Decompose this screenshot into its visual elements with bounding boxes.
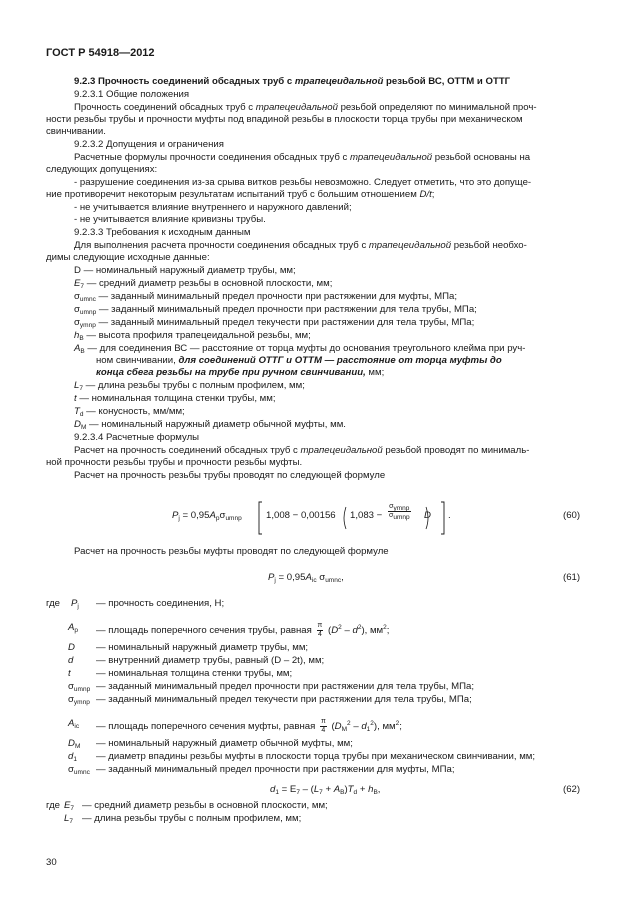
where-item: — номинальный наружный диаметр трубы, мм;	[96, 642, 309, 653]
symbol: $d_1$	[68, 751, 77, 763]
definition-line: $L_7$ — длина резьбы трубы с полным профилем, мм;	[74, 380, 305, 392]
section-title: 9.2.3 Прочность соединений обсадных труб с трапецеидальной резьбой ВС, ОТТМ и ОТТГ	[74, 76, 511, 87]
equation-60-period: .	[448, 510, 451, 521]
bullet-line: - разрушение соединения из-за срыва витков резьбы невозможно. Следует отметить, что это допуще-	[74, 177, 532, 188]
where-item: — заданный минимальный предел текучести при растяжении для тела трубы, МПа;	[96, 694, 472, 705]
symbol: $A_{ic}$	[68, 718, 80, 730]
paragraph-line: следующих допущениях:	[46, 164, 158, 175]
where-item: — площадь поперечного сечения трубы, равная $\frac{\pi}{4}$ $(D^2 - d^2)$, $мм^2$;	[96, 622, 390, 638]
where-label: где	[46, 800, 61, 811]
symbol: $\sigma_{umnp}$	[68, 681, 91, 693]
symbol: $A_p$	[68, 622, 79, 634]
paragraph-line: ности резьбы трубы и прочности муфты под впадиной резьбы в плоскости торца трубы при механическом	[46, 114, 523, 125]
definition-line: t — номинальная толщина стенки трубы, мм;	[74, 393, 276, 404]
equation-60: $P_j = 0,95A_p\sigma_{umnp}$	[172, 510, 242, 522]
paragraph-line: Расчет на прочность резьбы муфты проводят по следующей формуле	[74, 546, 389, 557]
equation-62: $d_1 = E_7 - (L_7 + A_B)T_d + h_B$,	[270, 784, 381, 796]
definition-line: $\sigma_{ymnp}$ — заданный минимальный предел текучести при растяжении для тела трубы, МПа;	[74, 317, 475, 329]
where-item: — номинальный наружный диаметр обычной муфты, мм;	[96, 738, 353, 749]
equation-60-fraction: $\frac{\sigma_{ymnp}}{\sigma_{umnp}}$	[389, 503, 410, 521]
where-item: — заданный минимальный предел прочности при растяжении для тела трубы, МПа;	[96, 681, 474, 692]
equation-60-body: 1,008 − 0,00156	[266, 510, 336, 521]
symbol: d	[68, 655, 74, 666]
equation-60-d: D	[424, 510, 431, 521]
document-header: ГОСТ Р 54918—2012	[46, 47, 155, 59]
equation-62-number: (62)	[563, 784, 581, 795]
where-item: — средний диаметр резьбы в основной плоскости, мм;	[82, 800, 328, 811]
subsection-heading: 9.2.3.2 Допущения и ограничения	[74, 139, 224, 150]
where-item: — прочность соединения, Н;	[96, 598, 225, 609]
definition-line: ном свинчивании, для соединений ОТТГ и ОТТМ — расстояние от торца муфты до	[96, 355, 502, 366]
where-item: — длина резьбы трубы с полным профилем, мм;	[82, 813, 302, 824]
equation-61: $P_j = 0,95A_{ic}$ $\sigma_{umnc}$,	[268, 572, 344, 584]
bullet-line: - не учитывается влияние внутреннего и наружного давлений;	[74, 202, 352, 213]
definition-line: $E_7$ — средний диаметр резьбы в основной плоскости, мм;	[74, 278, 333, 290]
paragraph-line: ной прочности резьбы трубы и прочности резьбы муфты.	[46, 457, 303, 468]
where-item: — заданный минимальный предел прочности при растяжении для муфты, МПа;	[96, 764, 455, 775]
paragraph-line: димы следующие исходные данные:	[46, 252, 210, 263]
symbol: $E_7$	[64, 800, 75, 812]
paragraph-line: Для выполнения расчета прочности соединения обсадных труб с трапецеидальной резьбой необхо-	[74, 240, 527, 251]
page-number: 30	[46, 857, 57, 868]
where-item: — площадь поперечного сечения муфты, равная $\frac{\pi}{4}$ $(D_M^2 - d_1^2)$, $мм^2$;	[96, 718, 402, 734]
definition-line: $\sigma_{umnc}$ — заданный минимальный предел прочности при растяжении для муфты, МПа;	[74, 291, 458, 303]
symbol: $D_M$	[68, 738, 81, 750]
paragraph-line: Прочность соединений обсадных труб с трапецеидальной резьбой определяют по минимальной проч-	[74, 102, 537, 113]
paragraph-line: Расчет на прочность соединений обсадных труб с трапецеидальной резьбой проводят по минималь-	[74, 445, 530, 456]
symbol: $L_7$	[64, 813, 73, 825]
equation-61-number: (61)	[563, 572, 581, 583]
definition-line: $D_M$ — номинальный наружный диаметр обычной муфты, мм.	[74, 419, 346, 431]
equation-60-number: (60)	[563, 510, 581, 521]
where-item: — диаметр впадины резьбы муфты в плоскости торца трубы при механическом свинчивании, мм;	[96, 751, 536, 762]
equation-60-term: 1,083 −	[350, 510, 383, 521]
symbol: $P_j$	[71, 598, 79, 610]
symbol: D	[68, 642, 75, 653]
definition-line: D — номинальный наружный диаметр трубы, мм;	[74, 265, 296, 276]
definition-line: $h_B$ — высота профиля трапецеидальной резьбы, мм;	[74, 330, 311, 342]
symbol: $\sigma_{umnc}$	[68, 764, 90, 776]
bullet-line: - не учитывается влияние кривизны трубы.	[74, 214, 266, 225]
definition-line: $A_B$ — для соединения ВС — расстояние от торца муфты до основания треугольного клейма при руч-	[74, 343, 526, 355]
symbol: t	[68, 668, 71, 679]
where-label: где	[46, 598, 61, 609]
subsection-heading: 9.2.3.4 Расчетные формулы	[74, 432, 200, 443]
definition-line: $T_d$ — конусность, мм/мм;	[74, 406, 185, 418]
where-item: — внутренний диаметр трубы, равный (D – 2t), мм;	[96, 655, 325, 666]
subsection-heading: 9.2.3.1 Общие положения	[74, 89, 190, 100]
subsection-heading: 9.2.3.3 Требования к исходным данным	[74, 227, 251, 238]
bullet-line: ние противоречит некоторым результатам испытаний труб с большим отношением D/t;	[46, 189, 435, 200]
symbol: $\sigma_{ymnp}$	[68, 694, 90, 706]
paragraph-line: свинчивании.	[46, 126, 106, 137]
definition-line: $\sigma_{umnp}$ — заданный минимальный предел прочности при растяжении для тела трубы, МПа;	[74, 304, 477, 316]
paragraph-line: Расчетные формулы прочности соединения обсадных труб с трапецеидальной резьбой основаны на	[74, 152, 531, 163]
where-item: — номинальная толщина стенки трубы, мм;	[96, 668, 293, 679]
paragraph-line: Расчет на прочность резьбы трубы проводят по следующей формуле	[74, 470, 386, 481]
definition-line: конца сбега резьбы на трубе при ручном свинчивании, мм;	[96, 367, 385, 378]
